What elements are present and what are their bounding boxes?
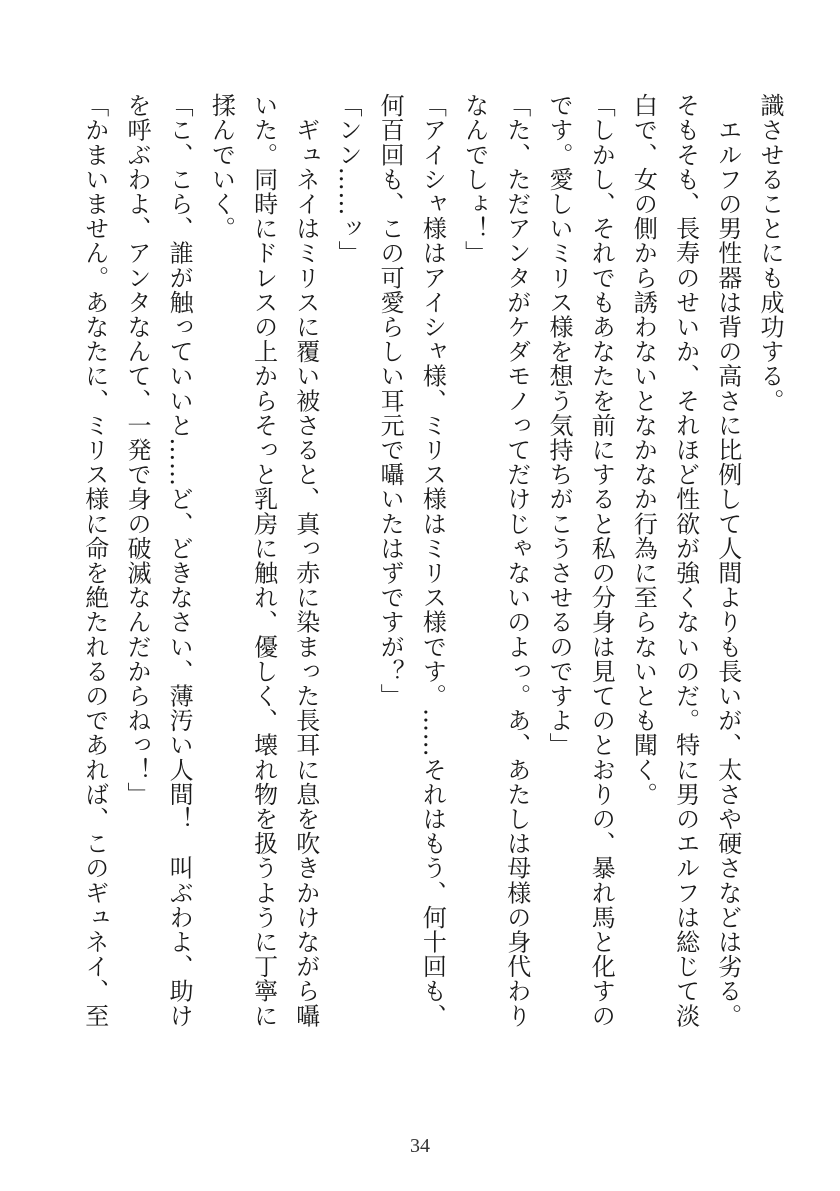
text-line: 「かまいません。あなたに、ミリス様に命を絶たれるのであれば、このギュネイ、至 xyxy=(80,93,109,1028)
text-line: ギュネイはミリスに覆い被さると、真っ赤に染まった長耳に息を吹きかけながら囁 xyxy=(291,93,320,1028)
text-line: そもそも、長寿のせいか、それほど性欲が強くないのだ。特に男のエルフは総じて淡 xyxy=(671,93,700,1028)
text-line: 「こ、こら、誰が触っていいと……ど、どきなさい、薄汚い人間！ 叫ぶわよ、助け xyxy=(165,93,194,1028)
text-line: です。愛しいミリス様を想う気持ちがこうさせるのですよ」 xyxy=(544,93,573,758)
text-line: 「しかし、それでもあなたを前にすると私の分身は見てのとおりの、暴れ馬と化すの xyxy=(587,93,616,1028)
text-line: 白で、女の側から誘わないとなかなか行為に至らないとも聞く。 xyxy=(629,93,658,807)
text-line: なんでしょ！」 xyxy=(460,93,489,266)
text-line: いた。同時にドレスの上からそっと乳房に触れ、優しく、壊れ物を扱うように丁寧に xyxy=(249,93,278,1028)
text-line: 「アイシャ様はアイシャ様、ミリス様はミリス様です。……それはもう、何十回も、 xyxy=(418,93,447,1028)
vertical-text-body xyxy=(74,93,791,1093)
text-line: 識させることにも成功する。 xyxy=(756,93,784,413)
page-number: 34 xyxy=(410,1135,430,1157)
text-line: 揉んでいく。 xyxy=(207,93,236,241)
text-line: 「た、ただアンタがケダモノってだけじゃないのよっ。あ、あたしは母様の身代わり xyxy=(502,93,531,1028)
text-line: エルフの男性器は背の高さに比例して人間よりも長いが、太さや硬さなどは劣る。 xyxy=(713,93,742,1028)
text-line: を呼ぶわよ、アンタなんて、一発で身の破滅なんだからねっ！」 xyxy=(122,93,151,807)
text-line: 「ンン……ッ」 xyxy=(333,93,362,266)
text-line: 何百回も、この可愛らしい耳元で囁いたはずですが？」 xyxy=(376,93,405,708)
